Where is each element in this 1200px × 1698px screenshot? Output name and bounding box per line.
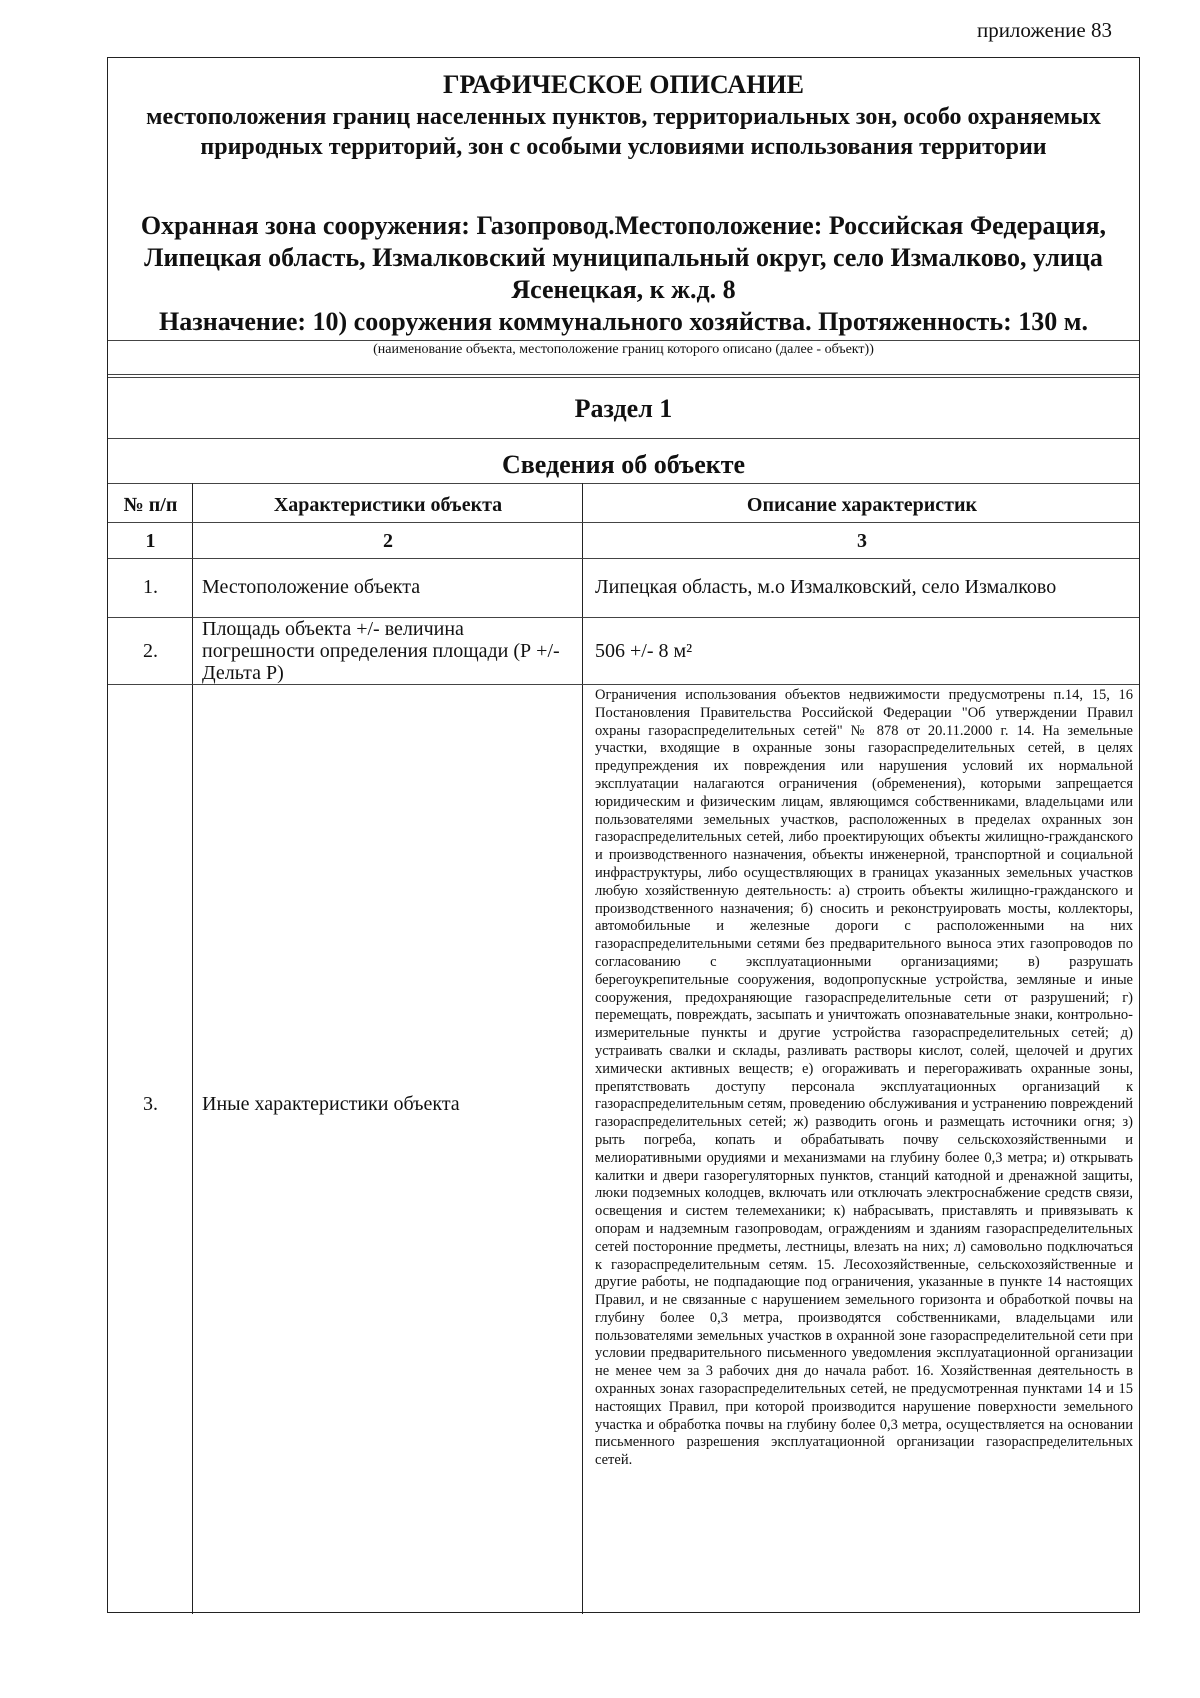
column-header-num: № п/п — [123, 494, 178, 516]
section-subtitle: Сведения об объекте — [501, 450, 746, 479]
header-row-divider — [108, 522, 1139, 523]
column-number-3: 3 — [857, 530, 867, 552]
section-top-divider — [108, 374, 1139, 375]
column-header-characteristic: Характеристики объекта — [273, 494, 503, 516]
numbers-row-divider — [108, 558, 1139, 559]
column-number-1: 1 — [145, 530, 156, 552]
row-2-divider — [108, 684, 1139, 685]
object-name-text: Охранная зона сооружения: Газопровод.Местоположение: Российская Федерация, Липецкая область, Измалковский муниципальный округ, село Измалково, улица Ясенецкая, к ж.д. 8 — [140, 211, 1107, 304]
column-number-2: 2 — [383, 530, 393, 552]
row-2-characteristic: Площадь объекта +/- величина погрешности определения площади (Р +/- Дельта Р) — [202, 618, 560, 684]
table-top-border — [108, 483, 1139, 484]
row-2-description: 506 +/- 8 м² — [595, 640, 693, 662]
section-divider — [108, 438, 1139, 439]
row-1-characteristic: Местоположение объекта — [202, 576, 421, 598]
caption-divider — [108, 340, 1139, 341]
object-name — [118, 210, 1129, 338]
section-title: Раздел 1 — [574, 394, 673, 423]
row-1-num: 1. — [143, 576, 158, 598]
row-1-description: Липецкая область, м.о Измалковский, село Измалково — [595, 576, 1057, 598]
appendix-label: приложение 83 — [976, 18, 1112, 42]
row-3-description: Ограничения использования объектов недвижимости предусмотрены п.14, 15, 16 Постановления Правительства Российской Федерации "Об утверждении Правил охраны газораспределительных сетей" № 878 от 20.11.2000 г. 14. На земельные участки, входящие в охранные зоны газораспределительных сетей, в целях предупреждения их повреждения или нарушения условий их нормальной эксплуатации налагаются ограничения (обременения), которыми запрещается юридическим и физическим лицам, являющимся собственниками, владельцами или пользователями земельных участков, расположенных в пределах охранных зон газораспределительных сетей, либо проектирующих объекты жилищно-гражданского и производственного назначения, объекты инженерной, транспортной и социальной инфраструктуры, либо осуществляющих в границах указанных земельных участков любую хозяйственную деятельность: а) строить объекты жилищно-гражданского и производственного назначения; б) сносить и реконструировать мосты, коллекторы, автомобильные и железные дороги с расположенными на них газораспределительными сетями без предварительного выноса этих газопроводов по согласованию с эксплуатационными организациями; в) разрушать берегоукрепительные сооружения, водопропускные устройства, земляные и иные сооружения, предохраняющие газораспределительные сети от разрушений; г) перемещать, повреждать, засыпать и уничтожать опознавательные знаки, контрольно-измерительные пункты и другие устройства газораспределительных сетей; д) устраивать свалки и склады, разливать растворы кислот, солей, щелочей и других химически активных веществ; е) огораживать и перегораживать охранные зоны, препятствовать доступу персонала эксплуатационных организаций к газораспределительным сетям, проведению обслуживания и устранению повреждений газораспределительных сетей; ж) разводить огонь и размещать источники огня; з) рыть погреба, копать и обрабатывать почву сельскохозяйственными и мелиоративными орудиями и механизмами на глубину более 0,3 метра; и) открывать калитки и двери газорегуляторных пунктов, станций катодной и дренажной защиты, люки подземных колодцев, включать или отключать электроснабжение средств связи, освещения и систем телемеханики; к) набрасывать, приставлять и привязывать к опорам и надземным газопроводам, ограждениям и зданиям газораспределительных сетей посторонние предметы, лестницы, влезать на них; л) самовольно подключаться к газораспределительным сетям. 15. Лесохозяйственные, сельскохозяйственные и другие работы, не подпадающие под ограничения, указанные в пункте 14 настоящих Правил, и не связанные с нарушением земельного горизонта и обработкой почвы на глубину более 0,3 метра, производятся собственниками, владельцами или пользователями земельных участков в охранной зоне газораспределительной сети при условии предварительного письменного уведомления эксплуатационной организации не менее чем за 3 рабочих дня до начала работ. 16. Хозяйственная деятельность в охранных зонах газораспределительных сетей, не предусмотренная пунктами 14 и 15 настоящих Правил, при которой производится нарушение поверхности земельного участка и обработка почвы на глубину более 0,3 метра, осуществляется на основании письменного разрешения эксплуатационной организации газораспределительных сетей. — [595, 687, 1133, 1469]
object-purpose: Назначение: 10) сооружения коммунального хозяйства. Протяженность: 130 м. — [159, 307, 1088, 336]
column-header-description: Описание характеристик — [746, 494, 978, 516]
document-subtitle: местоположения границ населенных пунктов, территориальных зон, особо охраняемых природных территорий, зон с особыми условиями использования территории — [146, 104, 1101, 160]
document-title: ГРАФИЧЕСКОЕ ОПИСАНИЕ — [443, 70, 804, 99]
section-top-divider-2 — [108, 377, 1139, 378]
row-2-num: 2. — [143, 640, 158, 662]
document-frame — [107, 57, 1140, 1613]
row-3-characteristic: Иные характеристики объекта — [202, 1093, 460, 1115]
row-3-num: 3. — [143, 1093, 158, 1115]
object-caption: (наименование объекта, местоположение границ которого описано (далее - объект)) — [373, 342, 874, 357]
